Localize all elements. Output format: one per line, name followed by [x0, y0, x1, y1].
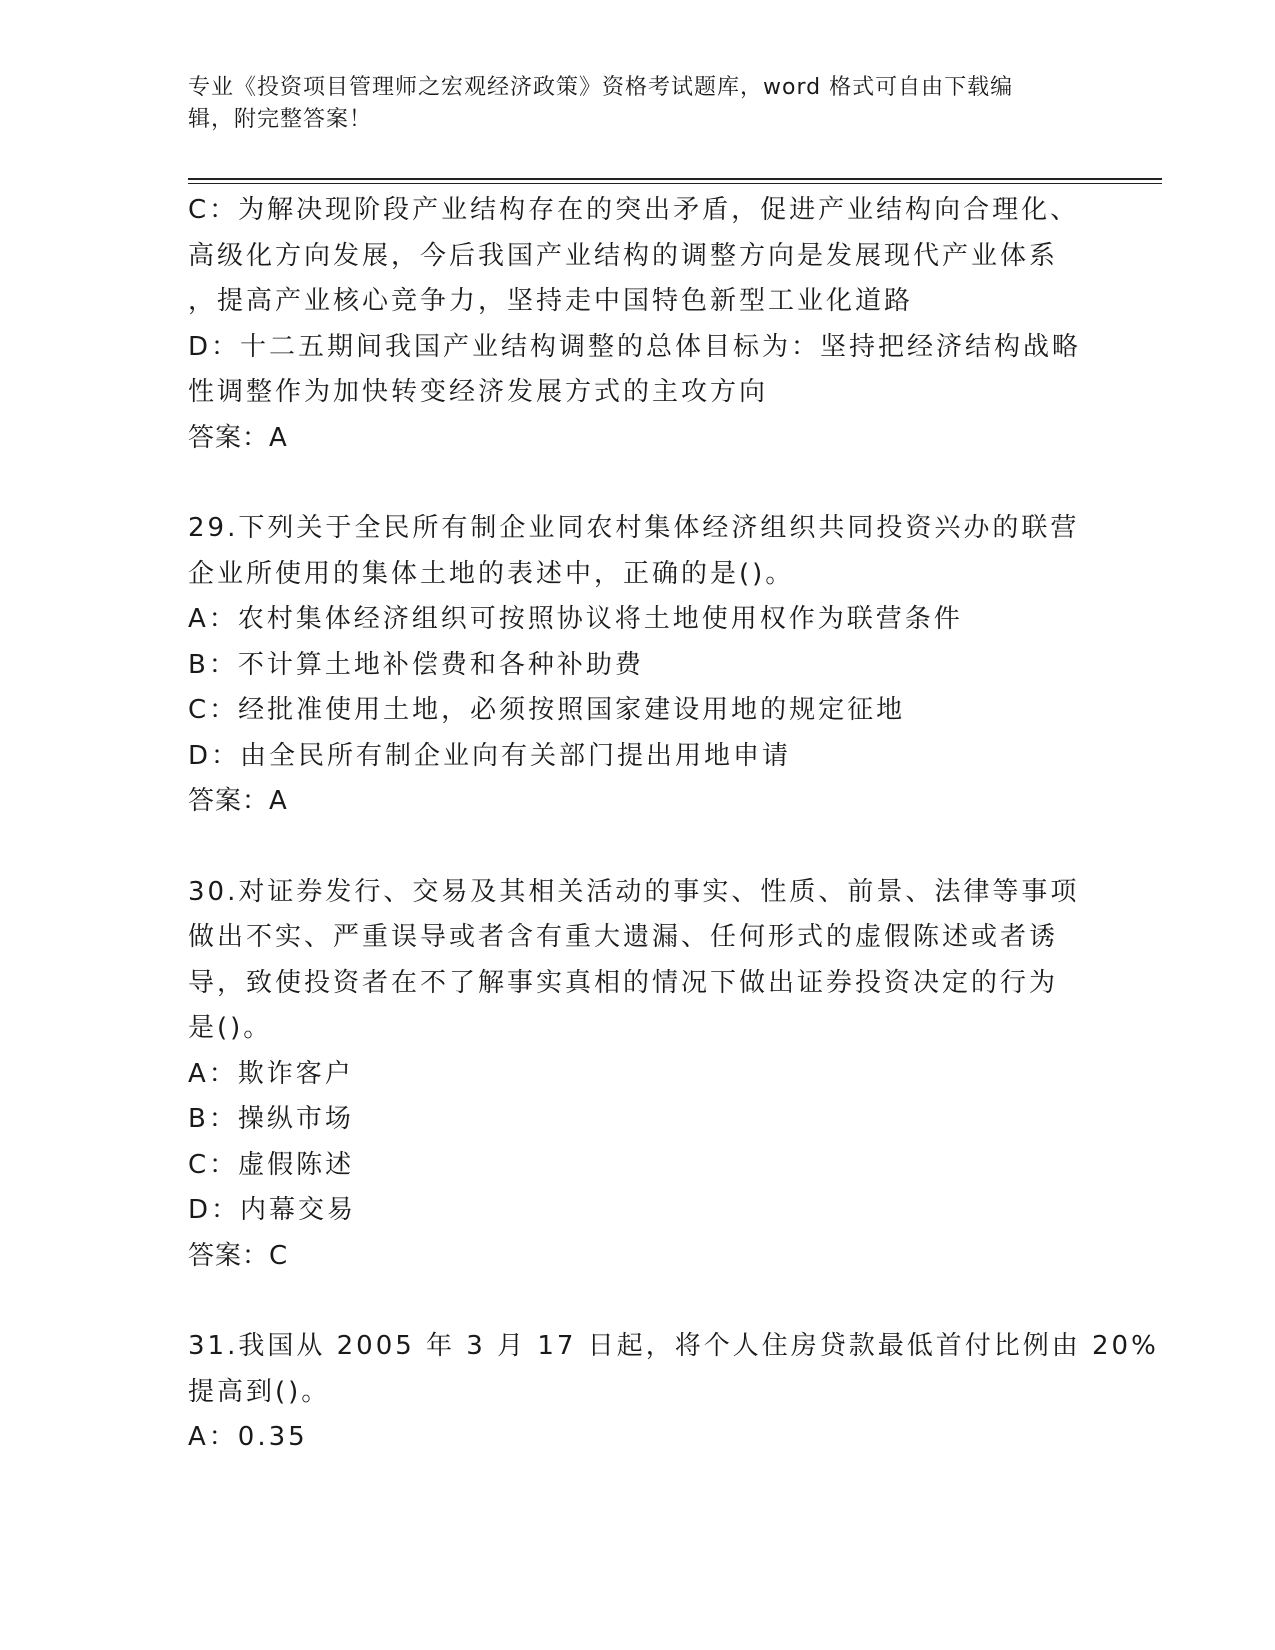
question-31-block	[188, 1324, 1159, 1461]
option-a: A：农村集体经济组织可按照协议将土地使用权作为联营条件	[188, 604, 963, 634]
option-d: D：由全民所有制企业向有关部门提出用地申请	[188, 740, 792, 771]
question-stem-line: 29.下列关于全民所有制企业同农村集体经济组织共同投资兴办的联营	[188, 513, 1080, 543]
document-header	[188, 72, 1078, 136]
option-b: B：不计算土地补偿费和各种补助费	[188, 649, 644, 680]
option-a: A：0.35	[188, 1422, 308, 1452]
header-divider-thick	[188, 178, 1162, 180]
question-30-block	[188, 870, 1078, 1280]
question-stem-line: 31.我国从 2005 年 3 月 17 日起，将个人住房贷款最低首付比例由 20%	[188, 1331, 1159, 1361]
option-c-line: ，提高产业核心竞争力，坚持走中国特色新型工业化道路	[188, 286, 914, 316]
option-d: D：内幕交易	[188, 1195, 357, 1225]
question-stem-line: 做出不实、严重误导或者含有重大遗漏、任何形式的虚假陈述或者诱	[188, 922, 1059, 952]
option-c: C：虚假陈述	[188, 1149, 355, 1180]
header-line-2: 辑，附完整答案！	[188, 107, 373, 132]
question-stem-line: 是()。	[188, 1013, 273, 1043]
header-line-1: 专业《投资项目管理师之宏观经济政策》资格考试题库，word 格式可自由下载编	[188, 75, 1014, 100]
option-a: A：欺诈客户	[188, 1058, 354, 1089]
prev-question-block	[188, 188, 1082, 461]
question-stem-line: 30.对证券发行、交易及其相关活动的事实、性质、前景、法律等事项	[188, 876, 1080, 907]
question-stem-line: 导，致使投资者在不了解事实真相的情况下做出证券投资决定的行为	[188, 967, 1059, 998]
option-d-line: 性调整作为加快转变经济发展方式的主攻方向	[188, 377, 769, 407]
question-content	[188, 188, 1159, 1461]
option-c: C：经批准使用土地，必须按照国家建设用地的规定征地	[188, 695, 906, 725]
option-c-line: 高级化方向发展，今后我国产业结构的调整方向是发展现代产业体系	[188, 240, 1059, 271]
question-stem-line: 企业所使用的集体土地的表述中，正确的是()。	[188, 558, 795, 589]
answer-label: 答案：A	[188, 422, 288, 453]
question-29-block	[188, 506, 1078, 825]
option-d-line: D：十二五期间我国产业结构调整的总体目标为：坚持把经济结构战略	[188, 331, 1082, 362]
question-stem-line: 提高到()。	[188, 1376, 331, 1407]
option-b: B：操纵市场	[188, 1104, 354, 1134]
answer-label: 答案：A	[188, 786, 288, 816]
option-c-line: C：为解决现阶段产业结构存在的突出矛盾，促进产业结构向合理化、	[188, 195, 1080, 225]
header-divider-thin	[188, 183, 1162, 184]
answer-label: 答案：C	[188, 1240, 289, 1271]
